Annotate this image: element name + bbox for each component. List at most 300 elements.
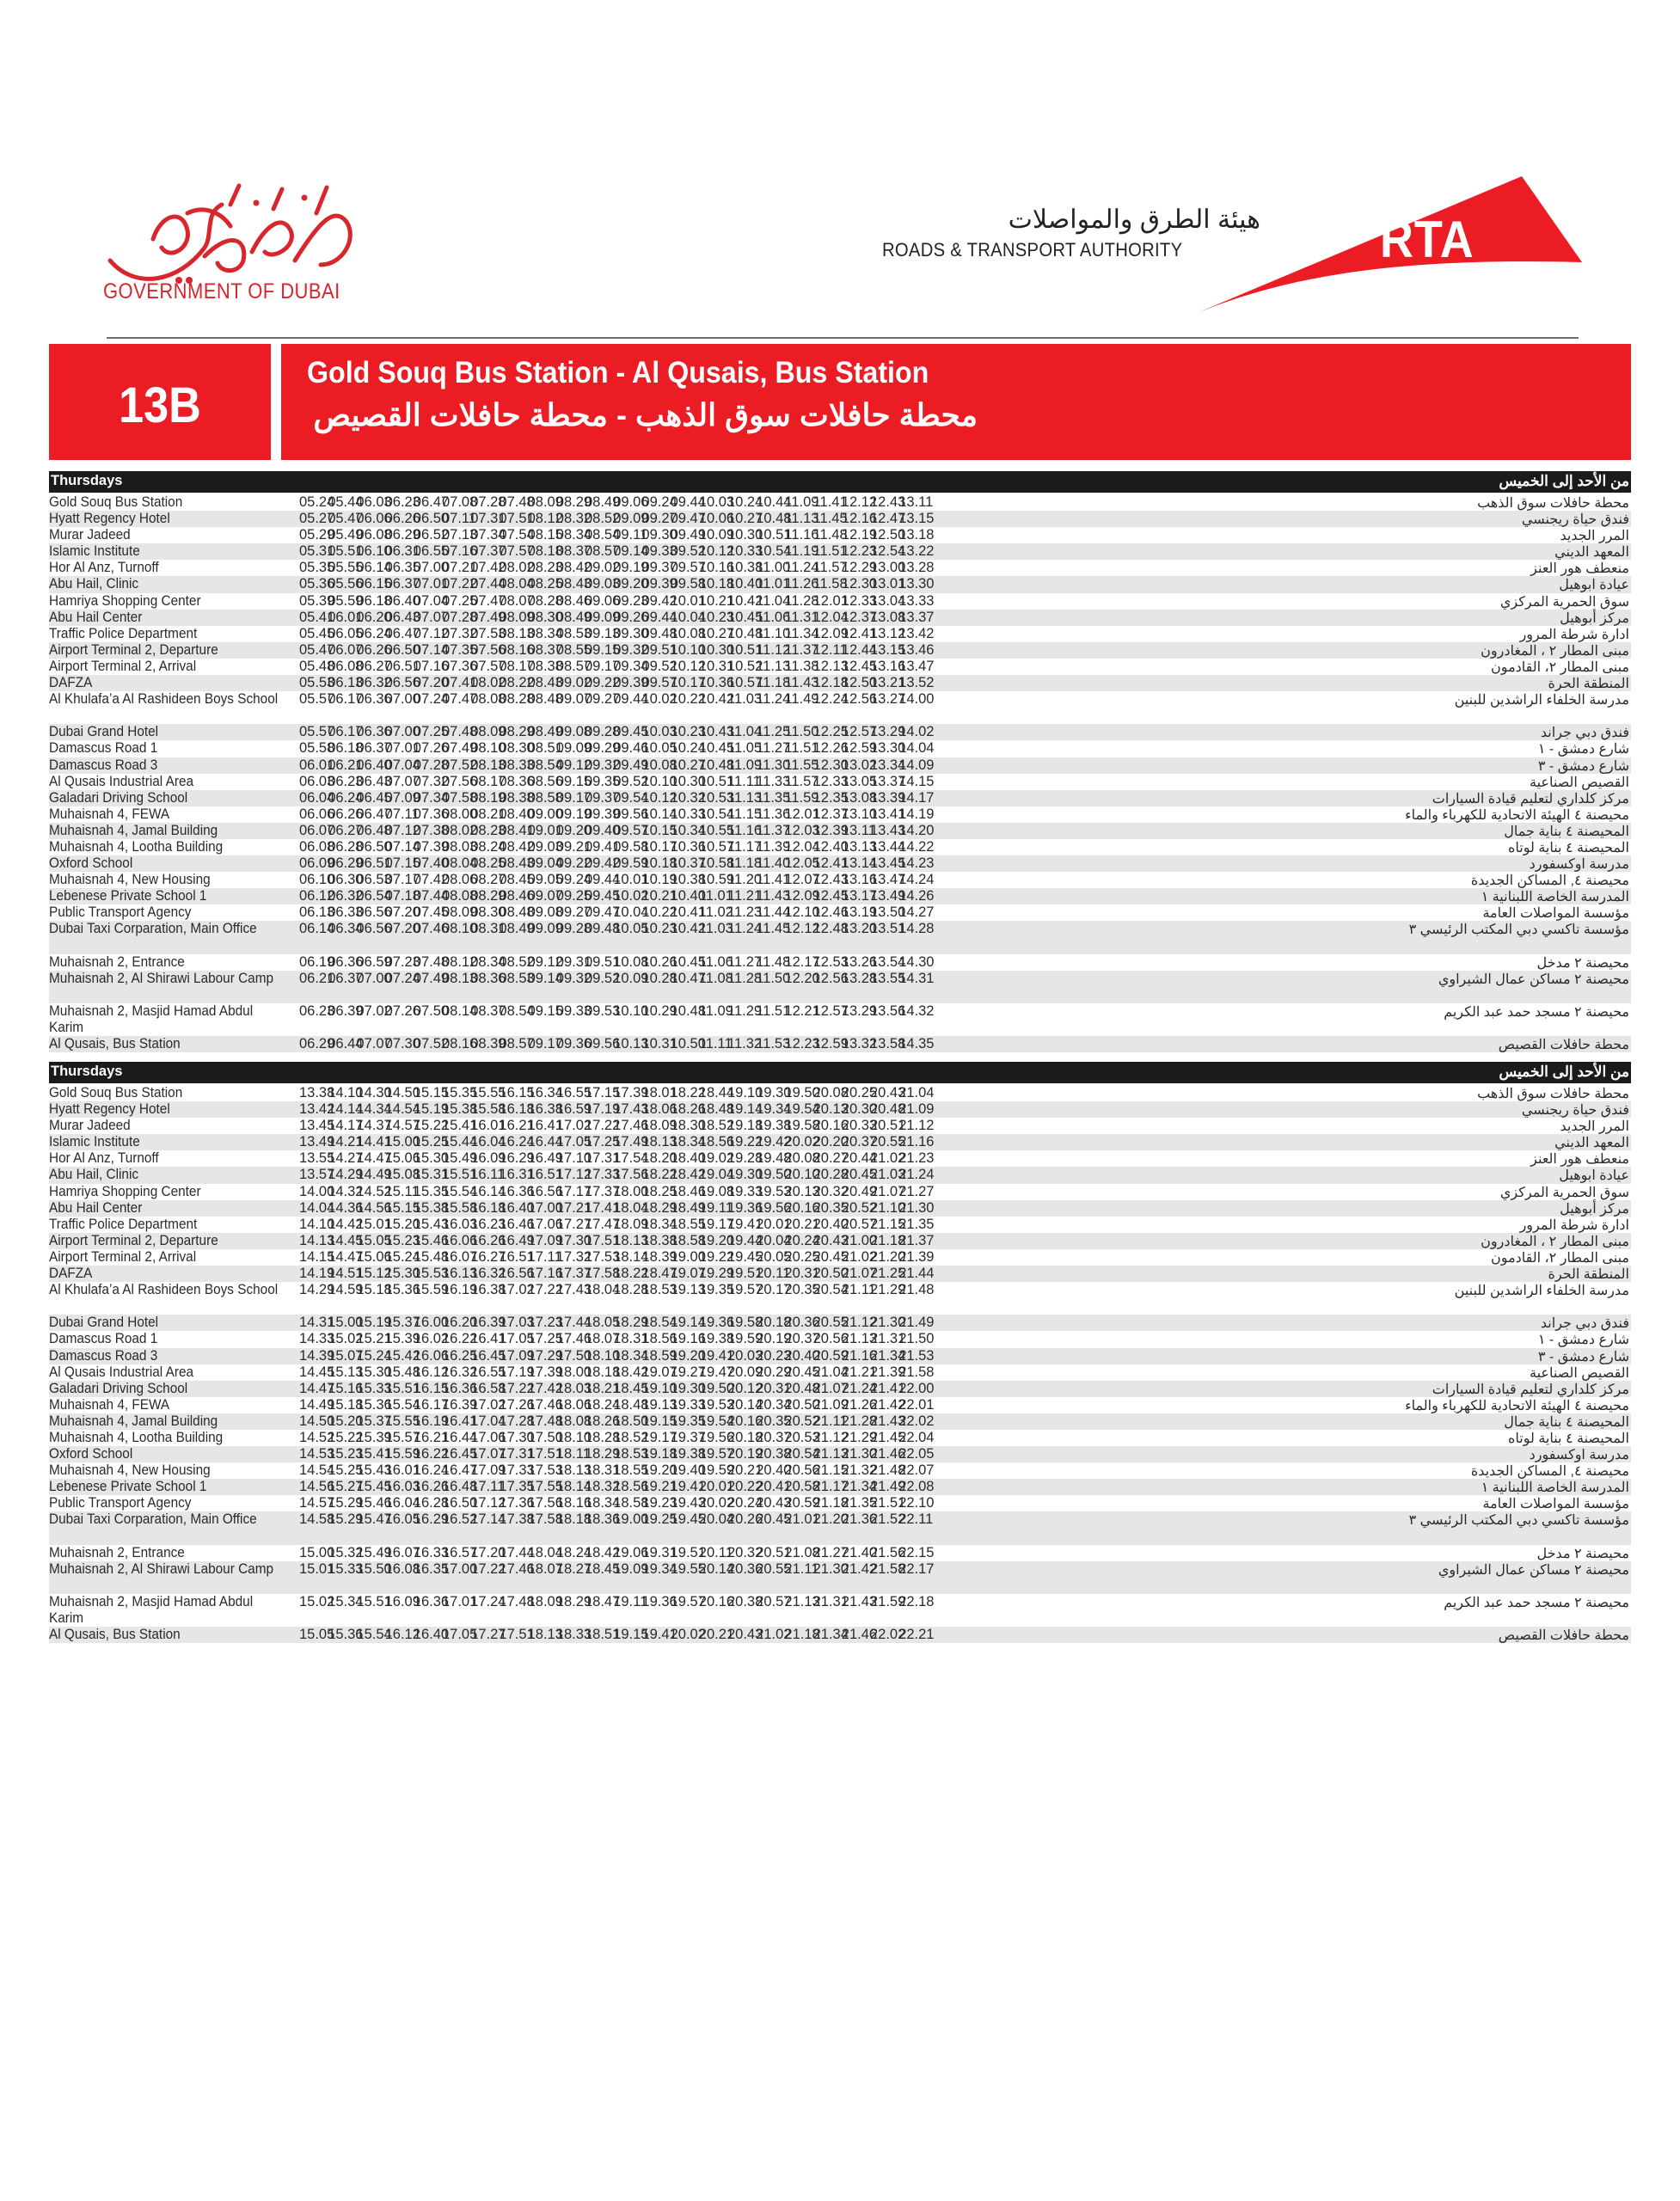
departure-time: 18.03 (555, 1380, 592, 1396)
departure-time: 17.50 (555, 1347, 592, 1364)
departure-time: 18.30 (670, 1118, 706, 1134)
departure-time: 18.52 (698, 1118, 735, 1134)
departure-time: 11.09 (698, 1002, 733, 1019)
table-row (49, 1627, 1631, 1643)
departure-time: 19.57 (670, 1593, 706, 1609)
departure-time: 20.55 (812, 1315, 849, 1331)
departure-time: 16.00 (413, 1315, 450, 1331)
departure-time: 16.26 (413, 1479, 450, 1495)
departure-time: 17.09 (470, 1462, 506, 1479)
departure-time: 10.17 (641, 838, 678, 855)
departure-time: 12.23 (784, 1036, 820, 1052)
departure-time: 10.06 (698, 511, 735, 527)
table-row (49, 1495, 1631, 1511)
departure-time: 19.50 (756, 1167, 792, 1183)
departure-time: 20.52 (784, 1413, 820, 1429)
departure-time: 11.16 (784, 527, 819, 543)
departure-time: 14.28 (898, 921, 935, 937)
departure-time: 20.30 (841, 1101, 878, 1118)
table-row (49, 1266, 1631, 1282)
departure-time: 06.32 (328, 888, 364, 904)
departure-time: 21.34 (812, 1627, 849, 1643)
departure-time: 21.32 (841, 1462, 878, 1479)
departure-time: 18.38 (641, 1232, 678, 1248)
departure-time: 14.00 (299, 1183, 335, 1199)
departure-time: 21.29 (841, 1429, 878, 1445)
departure-time: 06.23 (299, 1002, 335, 1019)
departure-time: 18.59 (641, 1347, 678, 1364)
departure-time: 16.18 (499, 1101, 535, 1118)
departure-time: 13.08 (870, 609, 906, 625)
departure-time: 07.15 (384, 855, 420, 872)
departure-time: 06.20 (356, 609, 392, 625)
departure-time: 08.09 (499, 609, 535, 625)
departure-time: 11.24 (727, 921, 763, 937)
departure-time: 21.35 (841, 1495, 878, 1511)
departure-time: 21.04 (812, 1364, 849, 1380)
departure-time: 17.35 (499, 1479, 535, 1495)
departure-time: 09.32 (585, 757, 621, 773)
departure-time: 16.02 (413, 1331, 450, 1347)
stop-name-arabic: مركز أبوهيل (1560, 610, 1629, 626)
departure-time: 15.37 (384, 1315, 420, 1331)
departure-time: 09.40 (585, 822, 621, 838)
departure-time: 20.41 (756, 1479, 792, 1495)
departure-time: 17.11 (470, 1479, 506, 1495)
departure-time: 20.02 (698, 1495, 735, 1511)
departure-time: 17.12 (555, 1167, 592, 1183)
departure-time: 12.25 (812, 724, 849, 740)
departure-time: 11.26 (784, 576, 819, 592)
departure-time: 20.54 (812, 1282, 849, 1298)
departure-time: 08.02 (499, 560, 535, 576)
departure-time: 12.19 (841, 527, 878, 543)
stop-name-english: Muhaisnah 4, Jamal Building (49, 822, 218, 838)
departure-time: 11.23 (727, 904, 763, 921)
departure-time: 07.52 (442, 757, 478, 773)
departure-time: 07.17 (384, 872, 420, 888)
departure-time: 16.08 (384, 1560, 420, 1577)
departure-time: 10.44 (756, 494, 792, 510)
departure-time: 10.38 (727, 560, 763, 576)
departure-time: 06.47 (384, 625, 420, 641)
departure-time: 18.07 (527, 1560, 563, 1577)
departure-time: 20.16 (727, 1413, 763, 1429)
departure-time: 09.48 (585, 921, 621, 937)
departure-time: 21.24 (898, 1167, 935, 1183)
departure-time: 11.06 (756, 609, 791, 625)
departure-time: 17.22 (499, 1380, 535, 1396)
stop-name-arabic: عيادة ابوهيل (1559, 578, 1629, 593)
departure-time: 18.22 (641, 1167, 678, 1183)
departure-time: 13.28 (898, 560, 935, 576)
departure-time: 20.08 (812, 1085, 849, 1100)
departure-time: 14.21 (328, 1134, 364, 1150)
departure-time: 09.27 (585, 691, 621, 708)
departure-time: 21.13 (841, 1331, 878, 1347)
departure-time: 18.47 (585, 1593, 621, 1609)
departure-time: 20.43 (727, 1627, 763, 1643)
departure-time: 09.33 (641, 543, 678, 560)
departure-time: 09.19 (613, 560, 649, 576)
departure-time: 08.28 (527, 592, 563, 609)
departure-time: 15.00 (328, 1315, 364, 1331)
departure-time: 16.49 (527, 1150, 563, 1167)
stop-name-arabic: فندق دبي جراند (1540, 726, 1629, 741)
departure-time: 13.58 (870, 1036, 906, 1052)
departure-time: 18.36 (585, 1511, 621, 1528)
departure-time: 11.24 (756, 691, 791, 708)
departure-time: 13.41 (870, 806, 906, 822)
departure-time: 19.33 (670, 1396, 706, 1413)
departure-time: 07.44 (470, 576, 506, 592)
departure-time: 10.36 (670, 838, 706, 855)
departure-time: 18.34 (641, 1216, 678, 1232)
departure-time: 16.41 (442, 1413, 478, 1429)
departure-time: 10.12 (641, 789, 678, 806)
departure-time: 19.51 (727, 1266, 763, 1282)
departure-time: 21.21 (841, 1364, 878, 1380)
departure-time: 05.24 (299, 494, 335, 510)
departure-time: 11.40 (756, 855, 791, 872)
timetable-rows (49, 493, 1631, 1052)
departure-time: 22.15 (898, 1544, 935, 1560)
departure-time: 13.49 (870, 888, 906, 904)
departure-time: 10.09 (613, 970, 649, 986)
table-row (49, 560, 1631, 576)
departure-time: 12.01 (812, 592, 849, 609)
departure-time: 10.45 (727, 609, 763, 625)
stop-name-english: Abu Hail, Clinic (49, 576, 139, 592)
departure-time: 08.38 (499, 789, 535, 806)
departure-time: 21.13 (812, 1446, 849, 1462)
departure-time: 11.41 (756, 872, 791, 888)
departure-time: 15.54 (442, 1183, 478, 1199)
departure-time: 19.45 (670, 1511, 706, 1528)
departure-time: 07.21 (442, 560, 478, 576)
departure-time: 09.34 (613, 658, 649, 674)
departure-time: 06.26 (328, 806, 364, 822)
departure-time: 16.34 (527, 1085, 563, 1100)
departure-time: 05.47 (328, 511, 364, 527)
departure-time: 11.49 (784, 691, 819, 708)
departure-time: 17.36 (499, 1495, 535, 1511)
departure-time: 14.24 (898, 872, 935, 888)
departure-time: 17.51 (527, 1446, 563, 1462)
departure-time: 18.46 (670, 1183, 706, 1199)
departure-time: 11.18 (727, 855, 763, 872)
stop-name-arabic: المحيصنة ٤ بناية لوتاه (1508, 840, 1629, 855)
departure-time: 08.46 (555, 592, 592, 609)
departure-time: 19.10 (641, 1380, 678, 1396)
departure-time: 08.42 (555, 560, 592, 576)
departure-time: 20.10 (784, 1167, 820, 1183)
departure-time: 12.59 (841, 740, 878, 757)
departure-time: 07.04 (413, 592, 450, 609)
departure-time: 14.30 (356, 1085, 392, 1100)
departure-time: 12.45 (841, 658, 878, 674)
departure-time: 15.20 (384, 1216, 420, 1232)
table-row (49, 1282, 1631, 1315)
departure-time: 07.36 (413, 806, 450, 822)
departure-time: 11.13 (756, 658, 791, 674)
route-title-arabic: محطة حافلات سوق الذهب - محطة حافلات القصيص (313, 397, 978, 432)
departure-time: 18.26 (670, 1101, 706, 1118)
departure-time: 12.50 (870, 527, 906, 543)
departure-time: 21.52 (870, 1511, 906, 1528)
departure-time: 06.43 (384, 609, 420, 625)
stop-name-english: Muhaisnah 4, Lootha Building (49, 1429, 224, 1445)
departure-time: 06.01 (299, 757, 335, 773)
departure-time: 13.13 (841, 838, 878, 855)
departure-time: 16.07 (442, 1248, 478, 1265)
departure-time: 20.01 (698, 1479, 735, 1495)
departure-time: 13.34 (870, 757, 906, 773)
departure-time: 22.07 (898, 1462, 935, 1479)
departure-time: 18.27 (555, 1560, 592, 1577)
departure-time: 10.31 (641, 1036, 678, 1052)
departure-time: 10.24 (727, 494, 763, 510)
departure-time: 15.32 (328, 1544, 364, 1560)
departure-time: 13.30 (898, 576, 935, 592)
departure-time: 05.49 (328, 527, 364, 543)
departure-time: 07.48 (499, 494, 535, 510)
departure-time: 18.18 (555, 1511, 592, 1528)
departure-time: 18.00 (555, 1364, 592, 1380)
departure-time: 18.45 (613, 1380, 649, 1396)
departure-time: 20.44 (841, 1150, 878, 1167)
departure-time: 12.03 (784, 822, 820, 838)
departure-time: 10.59 (698, 872, 735, 888)
departure-time: 08.07 (499, 592, 535, 609)
rta-name-english: ROADS & TRANSPORT AUTHORITY (882, 239, 1183, 261)
stop-name-english: Hyatt Regency Hotel (49, 1101, 170, 1118)
departure-time: 18.24 (555, 1544, 592, 1560)
departure-time: 09.42 (585, 855, 621, 872)
departure-time: 19.23 (641, 1495, 678, 1511)
departure-time: 20.28 (812, 1167, 849, 1183)
departure-time: 16.44 (442, 1429, 478, 1445)
departure-time: 16.36 (442, 1380, 478, 1396)
departure-time: 08.37 (527, 641, 563, 658)
departure-time: 06.17 (328, 691, 364, 708)
departure-time: 16.41 (527, 1118, 563, 1134)
departure-time: 09.35 (585, 773, 621, 789)
stop-name-english: Al Qusais Industrial Area (49, 773, 194, 789)
departure-time: 17.46 (499, 1560, 535, 1577)
departure-time: 16.01 (384, 1462, 420, 1479)
departure-time: 14.50 (384, 1085, 420, 1100)
departure-time: 10.18 (698, 576, 735, 592)
departure-time: 11.48 (756, 953, 791, 970)
departure-time: 18.55 (613, 1462, 649, 1479)
stop-name-english: Al Qusais, Bus Station (49, 1627, 181, 1643)
departure-time: 12.41 (841, 625, 878, 641)
departure-time: 16.38 (470, 1282, 506, 1298)
departure-time: 09.07 (527, 888, 563, 904)
stop-name-arabic: شارع دمشق - ٣ (1537, 1349, 1629, 1364)
departure-time: 13.49 (299, 1134, 335, 1150)
departure-time: 06.37 (356, 740, 392, 757)
departure-time: 14.04 (898, 740, 935, 757)
departure-time: 16.21 (413, 1429, 450, 1445)
departure-time: 17.05 (555, 1134, 592, 1150)
departure-time: 16.01 (470, 1118, 506, 1134)
departure-time: 07.34 (470, 527, 506, 543)
departure-time: 11.30 (756, 757, 791, 773)
departure-time: 07.01 (413, 576, 450, 592)
departure-time: 09.14 (613, 543, 649, 560)
departure-time: 12.23 (841, 543, 878, 560)
departure-time: 09.01 (527, 822, 563, 838)
departure-time: 10.21 (698, 592, 735, 609)
stop-name-arabic: المعهد الديني (1554, 545, 1629, 561)
departure-time: 17.51 (585, 1232, 621, 1248)
departure-time: 10.30 (698, 641, 735, 658)
departure-time: 11.04 (727, 724, 763, 740)
departure-time: 07.39 (413, 838, 450, 855)
departure-time: 08.49 (555, 609, 592, 625)
departure-time: 15.18 (356, 1282, 392, 1298)
departure-time: 09.09 (613, 511, 649, 527)
departure-time: 11.44 (756, 904, 791, 921)
departure-time: 10.36 (698, 675, 735, 691)
stop-name-english: Abu Hail, Clinic (49, 1167, 139, 1183)
departure-time: 21.58 (870, 1560, 906, 1577)
stop-name-english: Hamriya Shopping Center (49, 1183, 201, 1199)
departure-time: 07.54 (499, 527, 535, 543)
departure-time: 14.51 (328, 1266, 364, 1282)
departure-time: 07.00 (413, 560, 450, 576)
departure-time: 15.35 (442, 1085, 478, 1100)
stop-name-arabic: مؤسسة تاكسي دبي المكتب الرئيسي ٣ (1408, 1513, 1629, 1529)
stop-name-english: Muhaisnah 2, Al Shirawi Labour Camp (49, 1560, 274, 1577)
departure-time: 15.49 (442, 1150, 478, 1167)
departure-time: 06.06 (356, 511, 392, 527)
departure-time: 07.00 (384, 691, 420, 708)
stop-name-english: Gold Souq Bus Station (49, 1085, 183, 1100)
departure-time: 20.40 (812, 1216, 849, 1232)
stop-name-english: Dubai Taxi Corparation, Main Office (49, 1511, 257, 1528)
departure-time: 20.32 (727, 1544, 763, 1560)
stop-name-arabic: مدرسة الخلفاء الراشدين للبنين (1454, 1284, 1629, 1299)
departure-time: 07.48 (442, 724, 478, 740)
departure-time: 21.00 (841, 1232, 878, 1248)
departure-time: 07.56 (442, 773, 478, 789)
departure-time: 07.47 (470, 592, 506, 609)
departure-time: 12.37 (841, 609, 878, 625)
departure-time: 14.54 (384, 1101, 420, 1118)
departure-time: 07.44 (413, 888, 450, 904)
departure-time: 07.07 (384, 773, 420, 789)
departure-time: 15.46 (413, 1232, 450, 1248)
departure-time: 19.50 (698, 1380, 735, 1396)
departure-time: 08.12 (442, 953, 478, 970)
departure-time: 16.41 (470, 1331, 506, 1347)
departure-time: 12.59 (812, 1036, 849, 1052)
departure-time: 17.37 (555, 1266, 592, 1282)
departure-time: 20.57 (841, 1216, 878, 1232)
departure-time: 11.31 (784, 609, 819, 625)
departure-time: 19.47 (698, 1364, 735, 1380)
departure-time: 21.30 (841, 1446, 878, 1462)
departure-time: 07.51 (499, 511, 535, 527)
departure-time: 11.08 (698, 970, 733, 986)
stop-name-arabic: محيصنة ٤, المساكن الجديدة (1470, 1464, 1629, 1480)
departure-time: 07.48 (413, 953, 450, 970)
departure-time: 12.37 (812, 806, 849, 822)
departure-time: 08.14 (442, 1002, 478, 1019)
departure-time: 12.57 (841, 724, 878, 740)
departure-time: 17.01 (442, 1593, 478, 1609)
departure-time: 20.56 (784, 1462, 820, 1479)
departure-time: 20.16 (698, 1593, 735, 1609)
stop-name-arabic: المنطقة الحرة (1548, 1267, 1629, 1283)
departure-time: 18.21 (585, 1380, 621, 1396)
departure-time: 15.07 (328, 1347, 364, 1364)
departure-time: 09.13 (585, 625, 621, 641)
departure-time: 09.32 (555, 970, 592, 986)
departure-time: 11.01 (756, 576, 791, 592)
departure-time: 13.39 (870, 789, 906, 806)
departure-time: 10.26 (641, 953, 678, 970)
timetable-rows (49, 1083, 1631, 1643)
stop-name-arabic: محطة حافلات سوق الذهب (1477, 496, 1629, 511)
departure-time: 22.02 (898, 1413, 935, 1429)
departure-time: 18.29 (555, 1593, 592, 1609)
departure-time: 11.10 (756, 625, 791, 641)
departure-time: 19.17 (641, 1429, 678, 1445)
departure-time: 09.51 (585, 953, 621, 970)
departure-time: 06.39 (328, 1002, 364, 1019)
departure-time: 09.59 (613, 855, 649, 872)
departure-time: 14.37 (356, 1118, 392, 1134)
departure-time: 20.24 (727, 1495, 763, 1511)
stop-name-arabic: محطة حافلات القصيص (1498, 1038, 1629, 1053)
departure-time: 12.20 (784, 970, 820, 986)
departure-time: 19.20 (698, 1232, 735, 1248)
departure-time: 12.11 (812, 641, 848, 658)
departure-time: 20.55 (756, 1560, 792, 1577)
departure-time: 10.08 (641, 757, 678, 773)
table-row (49, 1348, 1631, 1364)
table-row (49, 1134, 1631, 1150)
departure-time: 20.31 (756, 1380, 792, 1396)
departure-time: 06.37 (328, 970, 364, 986)
departure-time: 15.44 (442, 1134, 478, 1150)
departure-time: 07.08 (442, 494, 478, 510)
departure-time: 11.03 (727, 691, 763, 708)
departure-time: 07.00 (356, 970, 392, 986)
departure-time: 10.02 (613, 888, 649, 904)
departure-time: 12.12 (784, 921, 820, 937)
departure-time: 21.26 (841, 1396, 878, 1413)
departure-time: 15.36 (328, 1627, 364, 1643)
departure-time: 07.26 (413, 740, 450, 757)
departure-time: 06.50 (356, 838, 392, 855)
departure-time: 19.21 (641, 1479, 678, 1495)
departure-time: 12.29 (841, 560, 878, 576)
departure-time: 07.16 (413, 658, 450, 674)
departure-time: 16.11 (470, 1167, 506, 1183)
departure-time: 18.56 (641, 1331, 678, 1347)
stop-name-arabic: فندق دبي جراند (1540, 1316, 1629, 1332)
departure-time: 07.25 (413, 724, 450, 740)
departure-time: 08.52 (499, 953, 535, 970)
table-row (49, 494, 1631, 511)
departure-time: 10.32 (670, 789, 706, 806)
departure-time: 06.47 (413, 494, 450, 510)
